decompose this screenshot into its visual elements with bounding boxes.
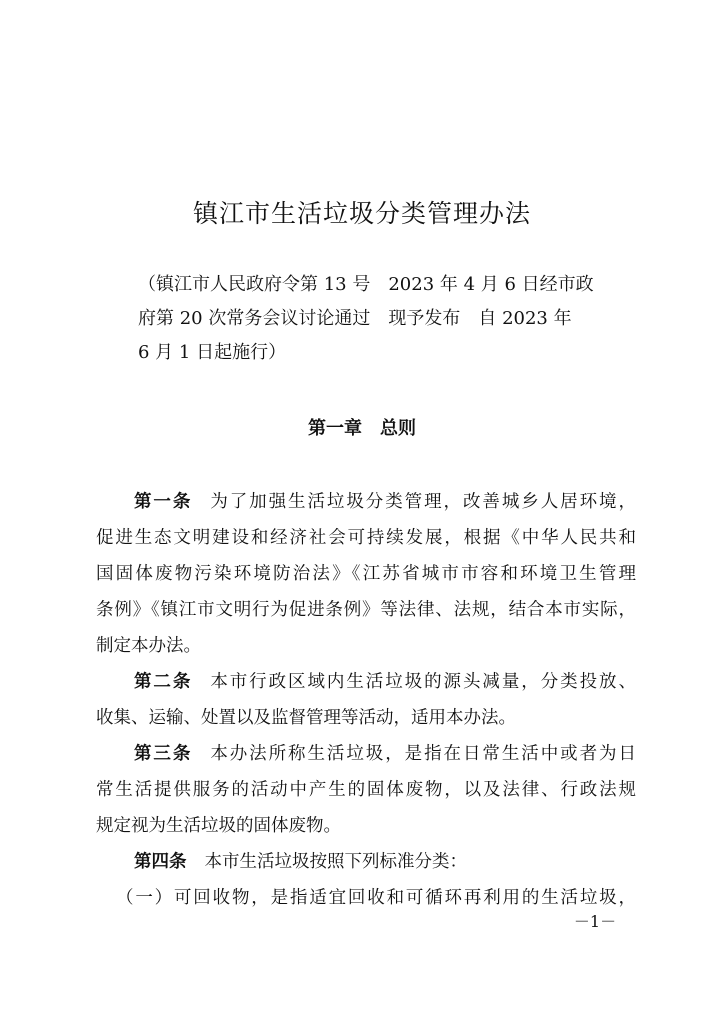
article-text: 本办法所称生活垃圾，是指在日常生活中或者为日 (210, 744, 636, 764)
article-label: 第三条 (134, 744, 193, 764)
list-item-1-line: （一）可回收物，是指适宜回收和可循环再利用的生活垃圾， (116, 888, 636, 908)
article-4-line (96, 844, 636, 880)
document-title: 镇江市生活垃圾分类管理办法 (192, 199, 531, 228)
chapter-heading: 第一章 总则 (308, 418, 416, 439)
promulgation-line: 6 月 1 日起施行） (138, 342, 287, 363)
article-label: 第二条 (134, 672, 193, 692)
article-1-line: 条例》《镇江市文明行为促进条例》等法律、法规，结合本市实际， (96, 600, 636, 620)
article-1-line: 国固体废物污染环境防治法》《江苏省城市市容和环境卫生管理 (96, 564, 636, 584)
article-1-line (96, 484, 636, 520)
article-3-line (96, 736, 636, 772)
article-3-line: 规定视为生活垃圾的固体废物。 (96, 816, 341, 836)
article-1-line: 制定本办法。 (96, 636, 201, 656)
promulgation-line: 府第 20 次常务会议讨论通过 现予发布 自 2023 年 (138, 308, 572, 329)
article-3-line: 常生活提供服务的活动中产生的固体废物，以及法律、行政法规 (96, 780, 636, 800)
article-2-line (96, 664, 636, 700)
page-number: －1－ (573, 912, 617, 931)
article-text: 本市行政区域内生活垃圾的源头减量，分类投放、 (210, 672, 636, 692)
article-1-line: 促进生态文明建设和经济社会可持续发展，根据《中华人民共和 (96, 528, 636, 548)
promulgation-line: （镇江市人民政府令第 13 号 2023 年 4 月 6 日经市政 (138, 274, 594, 295)
promulgation-note (138, 268, 638, 370)
document-body (96, 484, 636, 916)
article-label: 第一条 (134, 492, 193, 512)
article-2-line: 收集、运输、处置以及监督管理等活动，适用本办法。 (96, 708, 516, 728)
article-text: 本市生活垃圾按照下列标准分类： (204, 852, 467, 872)
article-text: 为了加强生活垃圾分类管理，改善城乡人居环境， (210, 492, 636, 512)
article-label: 第四条 (134, 852, 187, 872)
